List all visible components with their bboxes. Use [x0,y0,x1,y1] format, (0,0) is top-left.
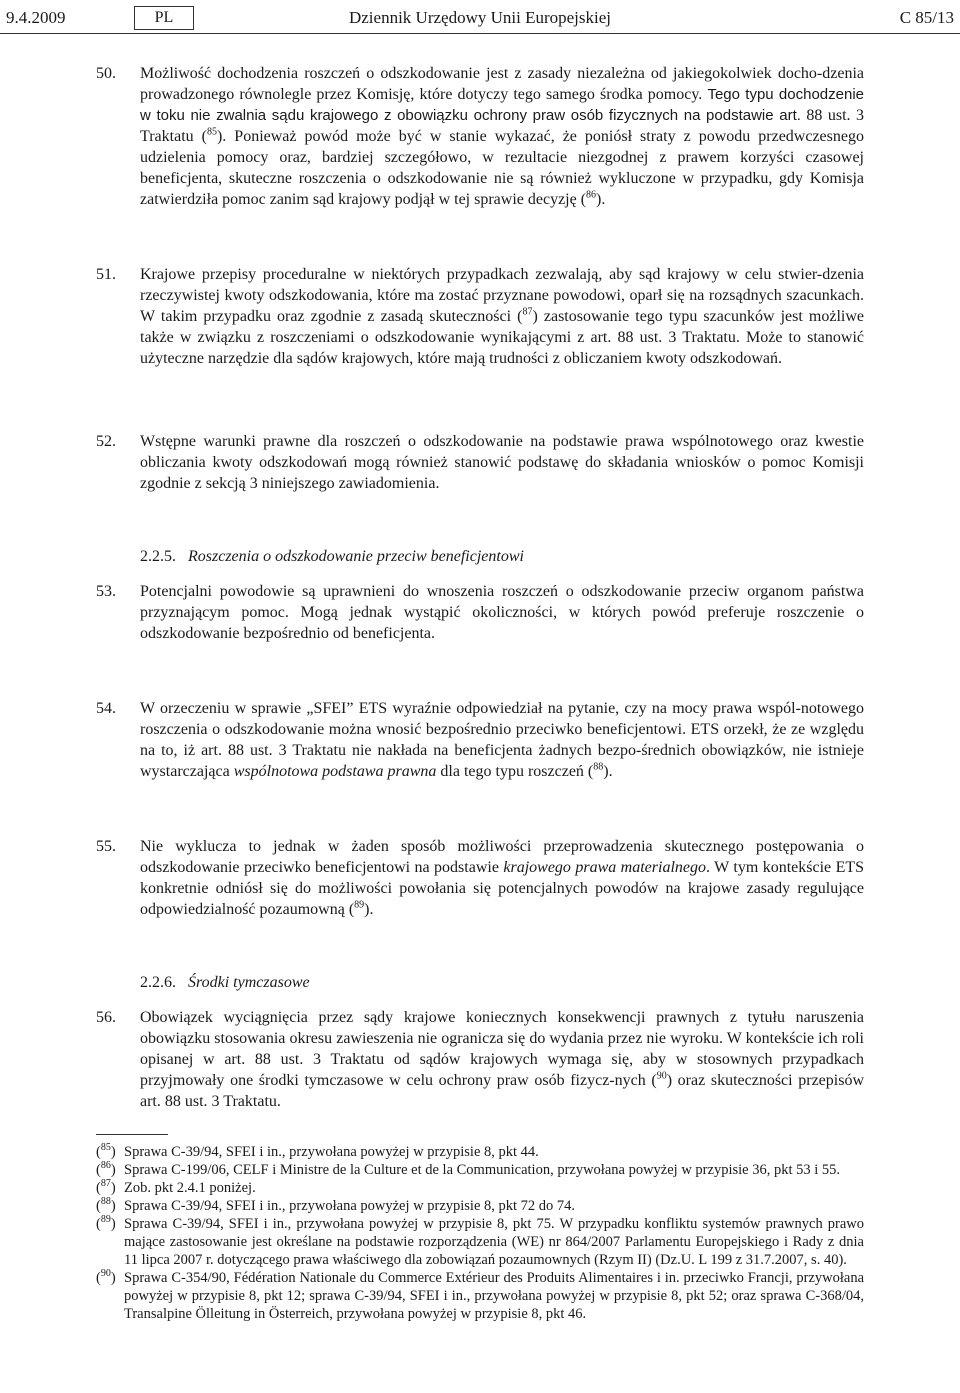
footnote-90 [96,1269,864,1323]
section-title: Środki tymczasowe [188,974,310,991]
paragraph-number: 51. [96,266,116,283]
paragraph-number: 56. [96,1009,116,1026]
footnote-ref[interactable]: 88 [593,761,604,773]
footnote-text: Zob. pkt 2.4.1 poniżej. [124,1180,256,1196]
footnote-text: Sprawa C-39/94, SFEI i in., przywołana powyżej w przypisie 8, pkt 44. [124,1144,539,1160]
section-number: 2.2.5. [140,548,176,565]
paragraph-text: Obowiązek wyciągnięcia przez sądy krajowe koniecznych konsekwencji prawnych z tytułu naruszenia obowiązku stosowania okresu zawieszenia nie ogranicza się do wydania przez nie wyroku. W kontekście ich roli opisanej w art. 88 ust. 3 Traktatu od sądów krajowych wymaga się, aby w stosownych przypadkach przyjmowały one środki tymczasowe w celu ochrony praw osób fizycz-nych ($^{90}$) oraz skuteczności przepisów art. 88 ust. 3 Traktatu. [140,1009,864,1110]
footnote-mark: ($^{87}$) [96,1178,116,1196]
paragraph-number: 50. [96,65,116,82]
sans-text-segment: Tego typu dochodzenie w toku nie zwalnia sądu krajowego z obowiązku ochrony praw osób fizycznych na podstawie art. [140,86,865,124]
paragraph-text: Możliwość dochodzenia roszczeń o odszkodowanie jest z zasady niezależna od jakiegokolwiek docho-dzenia prowadzonego równolegle przez Komisję, które dotyczy tego samego środka pomocy. Tego typu dochodzenie w toku nie zwalnia sądu krajowego z obowiązku ochrony praw osób fizycznych na podstawie art. 88 ust. 3 Traktatu ($^{85}$). Ponieważ powód może być w stanie wykazać, że poniósł straty z powodu przedwczesnego udzielenia pomocy oraz, bardziej szczegółowo, w rezultacie niezgodnej z prawem korzyści czasowej beneficjenta, skuteczne roszczenia o odszkodowanie nie są również wykluczone w przypadku, gdy Komisja zatwierdziła pomoc zanim sąd krajowy podjął w tej sprawie decyzję ($^{86}$). [140,65,865,208]
issue-number: C 85/13 [899,8,954,27]
footnote-ref[interactable]: 87 [522,306,533,318]
footnote-86 [96,1161,864,1179]
italic-phrase: krajowego prawa materialnego [503,859,707,876]
footnote-mark: ($^{88}$) [96,1196,116,1214]
footnote-separator [96,1134,168,1135]
paragraph-54 [96,698,864,782]
paragraph-number: 55. [96,838,116,855]
section-title: Roszczenia o odszkodowanie przeciw beneficjentowi [188,548,524,565]
section-heading-2-2-6 [96,972,864,993]
paragraph-50 [96,63,864,210]
paragraph-number: 53. [96,583,116,600]
footnote-85 [96,1143,864,1161]
paragraph-text: Potencjalni powodowie są uprawnieni do wnoszenia roszczeń o odszkodowanie przeciw organom państwa przyznającym pomoc. Mogą jednak wystąpić okoliczności, w których powód preferuje roszczenie o odszkodowanie bezpośrednio od beneficjenta. [140,583,864,642]
paragraph-53 [96,581,864,644]
paragraph-text: W orzeczeniu w sprawie „SFEI” ETS wyraźnie odpowiedział na pytanie, czy na mocy prawa wspól-notowego roszczenia o odszkodowanie można wnosić bezpośrednio przeciwko beneficjentowi. ETS orzekł, że ze względu na to, iż art. 88 ust. 3 Traktatu nie nakłada na beneficjenta żadnych bezpo-średnich obowiązków, nie istnieje wystarczająca wspólnotowa podstawa prawna dla tego typu roszczeń ($^{88}$). [140,700,864,780]
journal-title: Dziennik Urzędowy Unii Europejskiej [348,8,611,27]
language-badge: PL [134,6,194,30]
paragraph-text: Wstępne warunki prawne dla roszczeń o odszkodowanie na podstawie prawa wspólnotowego oraz kwestie obliczania kwoty odszkodowań mogą również stanowić podstawę do składania wniosków o pomoc Komisji zgodnie z sekcją 3 niniejszego zawiadomienia. [140,433,864,492]
footnote-ref[interactable]: 86 [586,189,597,201]
paragraph-text: Nie wyklucza to jednak w żaden sposób możliwości przeprowadzenia skutecznego postępowania o odszkodowanie przeciwko beneficjentowi na podstawie krajowego prawa materialnego. W tym kontekście ETS konkretnie odniósł się do możliwości powołania się potencjalnych powodów na krajowe zasady regulujące odpowiedzialność pozaumowną ($^{89}$). [140,838,865,918]
footnote-text: Sprawa C-39/94, SFEI i in., przywołana powyżej w przypisie 8, pkt 72 do 74. [124,1198,576,1214]
paragraph-52 [96,431,864,494]
footnote-mark: ($^{85}$) [96,1142,116,1160]
section-heading-2-2-5 [96,546,864,567]
footnote-89 [96,1215,864,1269]
page-header [0,6,960,32]
footnote-87 [96,1179,864,1197]
footnote-mark: ($^{89}$) [96,1214,116,1232]
paragraph-51 [96,264,864,369]
footnote-ref[interactable]: 89 [354,899,365,911]
paragraph-number: 54. [96,700,116,717]
footnote-text: Sprawa C-354/90, Fédération Nationale du Commerce Extérieur des Produits Alimentaires i in. przeciwko Francji, przywołana powyżej w przypisie 8, pkt 12; sprawa C-39/94, SFEI i in., przywołana powyżej w przypisie 8, pkt 52; oraz sprawa C-368/04, Transalpine Ölleitung in Österreich, przywołana powyżej w przypisie 8, pkt 46. [124,1270,864,1322]
footnote-text: Sprawa C-39/94, SFEI i in., przywołana powyżej w przypisie 8, pkt 75. W przypadku konfliktu systemów prawnych prawo mające zastosowanie jest określane na podstawie rozporządzenia (WE) nr 864/2007 Parlamentu Europejskiego i Rady z dnia 11 lipca 2007 r. dotyczącego prawa właściwego dla zobowiązań pozaumownych (Rzym II) (Dz.U. L 199 z 31.7.2007, s. 40). [124,1216,864,1268]
footnote-88 [96,1197,864,1215]
footnote-ref[interactable]: 90 [656,1070,667,1082]
header-rule [0,33,960,34]
italic-phrase: wspólnotowa podstawa prawna [233,763,437,780]
footnotes [96,1143,864,1323]
section-number: 2.2.6. [140,974,176,991]
paragraph-55 [96,836,864,920]
paragraph-56 [96,1007,864,1112]
publication-date: 9.4.2009 [6,8,66,27]
footnote-mark: ($^{86}$) [96,1160,116,1178]
footnote-text: Sprawa C-199/06, CELF i Ministre de la Culture et de la Communication, przywołana powyżej w przypisie 36, pkt 53 i 55. [124,1162,841,1178]
main-content [96,63,864,1323]
footnote-ref[interactable]: 85 [206,126,217,138]
footnote-mark: ($^{90}$) [96,1268,116,1286]
paragraph-text: Krajowe przepisy proceduralne w niektórych przypadkach zezwalają, aby sąd krajowy w celu stwier-dzenia rzeczywistej kwoty odszkodowania, które ma zostać przyznane powodowi, oparł się na rozsądnych szacunkach. W takim przypadku oraz zgodnie z zasadą skuteczności ($^{87}$) zastosowanie tego typu szacunków jest możliwe także w związku z roszczeniami o odszkodowanie wynikającymi z art. 88 ust. 3 Traktatu. Może to stanowić użyteczne narzędzie dla sądów krajowych, które mają trudności z obliczaniem kwoty odszkodowań. [140,266,864,367]
paragraph-number: 52. [96,433,116,450]
